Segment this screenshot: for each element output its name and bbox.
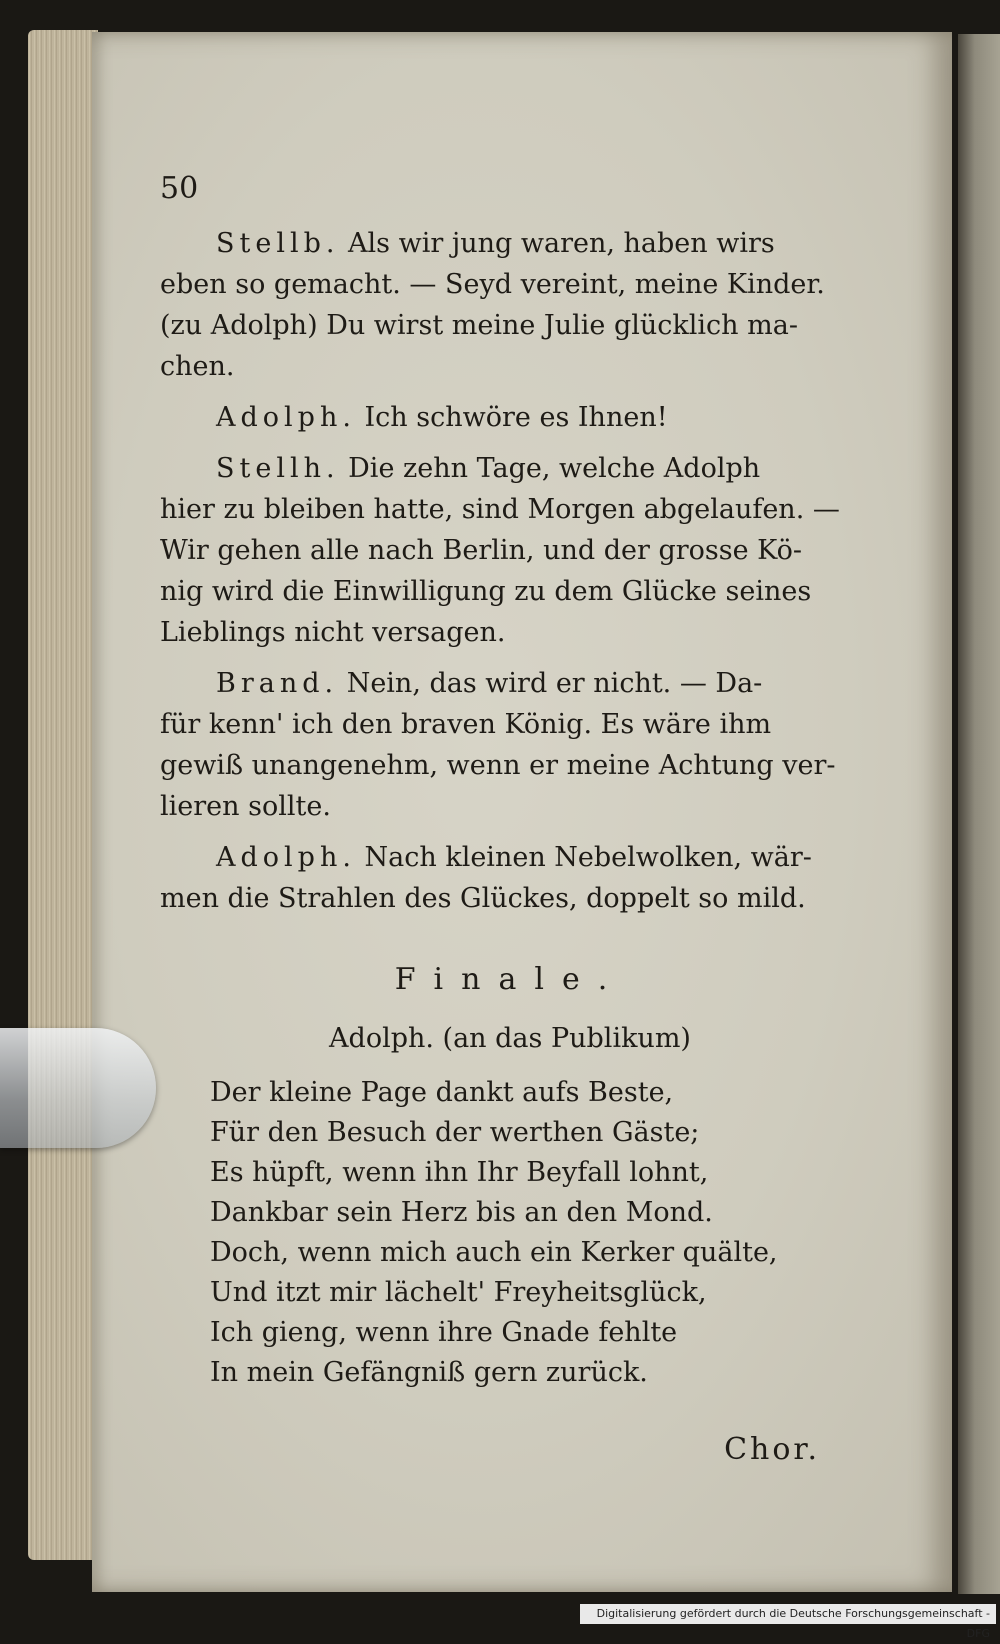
speaker-name: Stellb. [216, 228, 340, 259]
verse-line: Es hüpft, wenn ihn Ihr Beyfall lohnt, [210, 1157, 709, 1188]
dialogue-paragraph-5 [160, 837, 860, 919]
finale-heading: Finale. [394, 962, 626, 997]
text-line: für kenn' ich den braven König. Es wäre ihm [160, 709, 772, 740]
dialogue-paragraph-3 [160, 448, 860, 653]
verse-line: In mein Gefängniß gern zurück. [210, 1357, 648, 1388]
catchword: Chor. [724, 1432, 820, 1467]
verse-line: Und itzt mir lächelt' Freyheitsglück, [210, 1277, 707, 1308]
speaker-name: Stellh. [216, 453, 340, 484]
text-line: lieren sollte. [160, 791, 331, 822]
text-line: chen. [160, 351, 235, 382]
text-line: hier zu bleiben hatte, sind Morgen abgelaufen. — [160, 494, 840, 525]
digitization-footer: Digitalisierung gefördert durch die Deutsche Forschungsgemeinschaft - DFG [580, 1604, 996, 1624]
page-clip [0, 1028, 156, 1148]
speaker-name: Brand. [216, 668, 339, 699]
text-line: eben so gemacht. — Seyd vereint, meine Kinder. [160, 269, 825, 300]
text-line: Wir gehen alle nach Berlin, und der grosse Kö- [160, 535, 803, 566]
dialogue-paragraph-1 [160, 223, 860, 387]
text-line: Nein, das wird er nicht. — Da- [338, 668, 763, 699]
text-line: men die Strahlen des Glückes, doppelt so mild. [160, 883, 806, 914]
text-line: Die zehn Tage, welche Adolph [339, 453, 761, 484]
verse-line: Doch, wenn mich auch ein Kerker quälte, [210, 1237, 778, 1268]
verse-line: Dankbar sein Herz bis an den Mond. [210, 1197, 713, 1228]
verse-line: Der kleine Page dankt aufs Beste, [210, 1077, 674, 1108]
text-line: gewiß unangenehm, wenn er meine Achtung ver- [160, 750, 836, 781]
dialogue-paragraph-4 [160, 663, 860, 827]
page-number: 50 [160, 171, 199, 206]
page-text [160, 168, 860, 1470]
speaker-name: Adolph. [216, 402, 356, 433]
text-line: Lieblings nicht versagen. [160, 617, 506, 648]
verse-line: Ich gieng, wenn ihre Gnade fehlte [210, 1317, 678, 1348]
book-page-edges [28, 30, 98, 1560]
verse-line: Für den Besuch der werthen Gäste; [210, 1117, 700, 1148]
finale-speaker: Adolph. (an das Publikum) [329, 1023, 691, 1054]
text-line: nig wird die Einwilligung zu dem Glücke seines [160, 576, 812, 607]
adjacent-page [958, 34, 1000, 1594]
speaker-name: Adolph. [216, 842, 356, 873]
dialogue-paragraph-2 [160, 397, 860, 438]
text-line: Nach kleinen Nebelwolken, wär- [355, 842, 812, 873]
text-line: Ich schwöre es Ihnen! [355, 402, 668, 433]
text-line: Als wir jung waren, haben wirs [339, 228, 775, 259]
text-line: (zu Adolph) Du wirst meine Julie glücklich ma- [160, 310, 798, 341]
verse-block [160, 1073, 860, 1393]
